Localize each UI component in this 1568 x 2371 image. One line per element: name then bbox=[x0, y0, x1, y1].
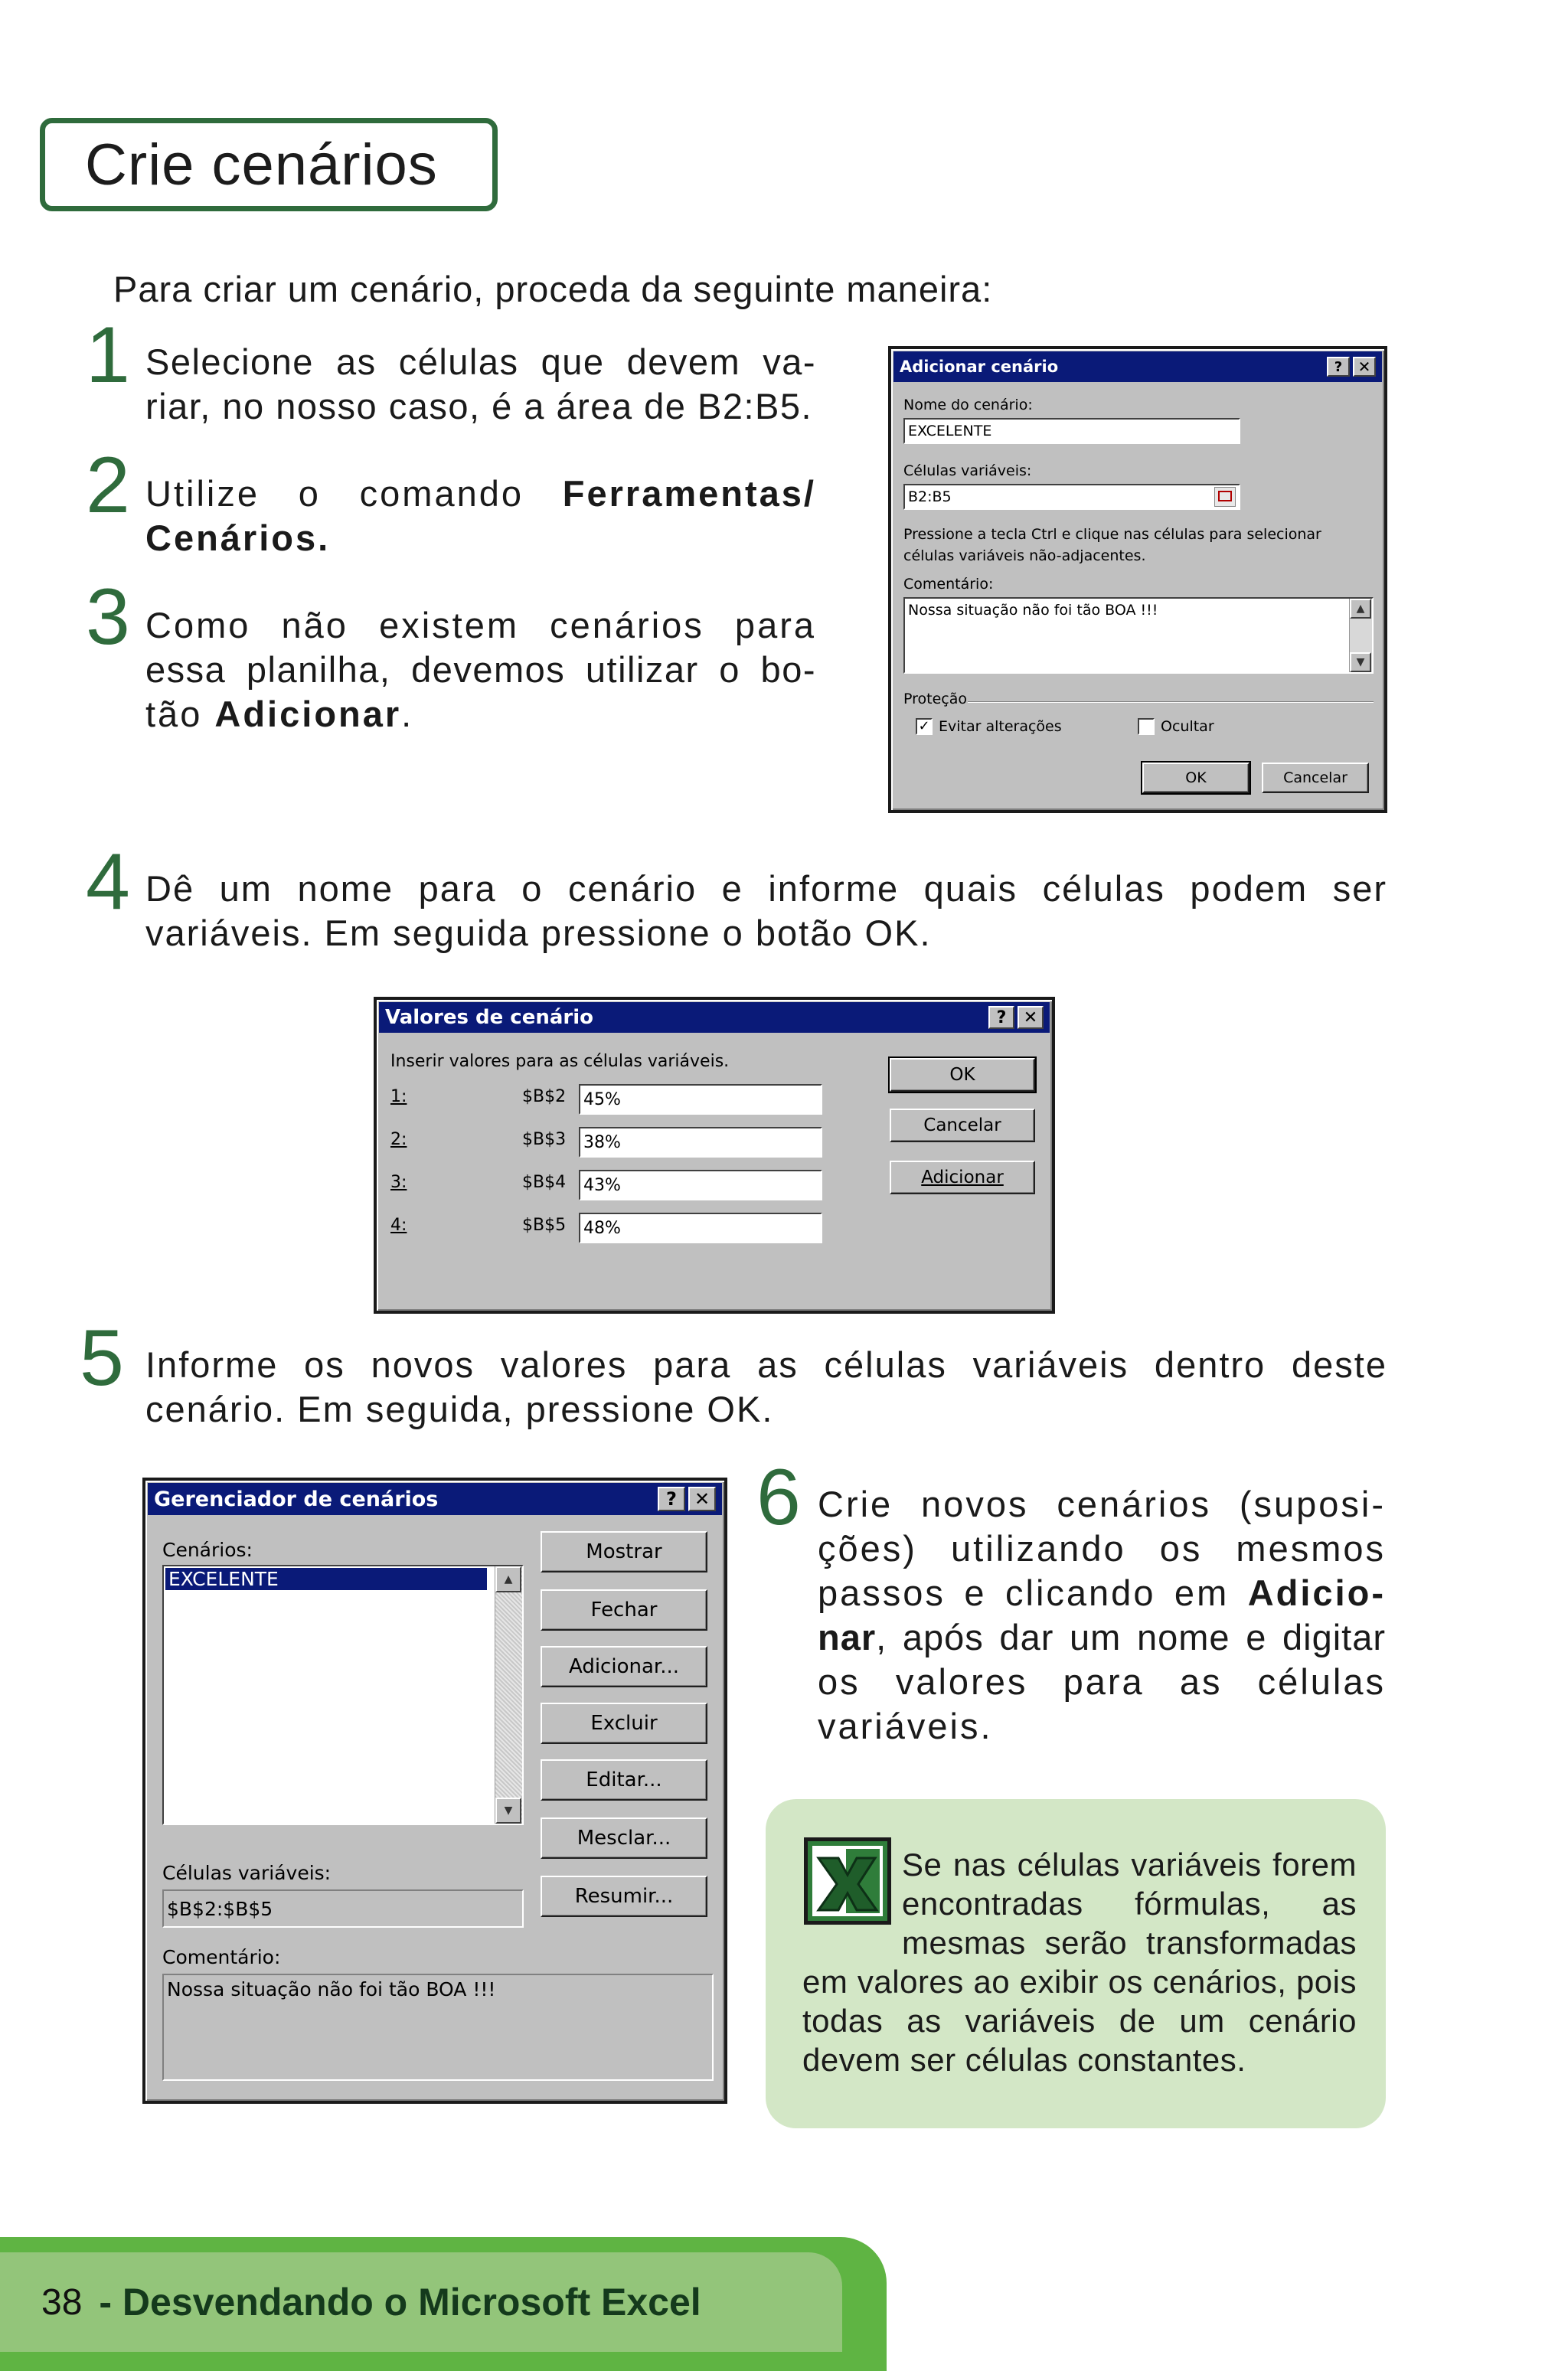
hide-checkbox[interactable] bbox=[1138, 718, 1155, 735]
tip-text bbox=[802, 1845, 1357, 2079]
scenarios-label: Cenários: bbox=[162, 1539, 253, 1561]
value-row-1-input[interactable]: 45% bbox=[579, 1084, 822, 1115]
value-row-3-index: 3: bbox=[390, 1173, 407, 1192]
scroll-down-icon[interactable]: ▼ bbox=[495, 1798, 521, 1824]
section-title: Crie cenários bbox=[85, 132, 438, 198]
prevent-changes-label: Evitar alterações bbox=[939, 718, 1062, 735]
manager-comment-value: Nossa situação não foi tão BOA !!! bbox=[162, 1974, 714, 2081]
scroll-up-icon[interactable]: ▲ bbox=[1350, 599, 1371, 619]
cancel-button[interactable]: Cancelar bbox=[1262, 763, 1369, 793]
hide-option[interactable] bbox=[1138, 718, 1214, 735]
step-1-line-2: riar, no nosso caso, é a área de B2:B5. bbox=[145, 386, 813, 426]
scenario-values-dialog bbox=[374, 997, 1055, 1314]
merge-button[interactable]: Mesclar... bbox=[541, 1817, 707, 1859]
manager-cells-value: $B$2:$B$5 bbox=[162, 1889, 524, 1928]
step-2-post: . bbox=[318, 518, 331, 558]
manager-comment-label: Comentário: bbox=[162, 1946, 281, 1968]
step-3-number: 3 bbox=[86, 573, 130, 661]
step-1-number: 1 bbox=[86, 311, 130, 400]
value-row-3-ref: $B$4 bbox=[522, 1173, 567, 1192]
add-scenario-dialog bbox=[888, 346, 1387, 813]
step-5-line-1: Informe os novos valores para as células variáveis dentro deste bbox=[145, 1344, 1387, 1385]
protection-label: Proteção bbox=[903, 691, 967, 707]
step-4-line-2: variáveis. Em seguida pressione o botão OK. bbox=[145, 913, 932, 953]
ctrl-hint bbox=[903, 524, 1321, 567]
step-2-number: 2 bbox=[86, 441, 130, 530]
summary-button[interactable]: Resumir... bbox=[541, 1876, 707, 1917]
step-6-line-3-pre: passos e clicando em bbox=[818, 1573, 1248, 1613]
comment-textarea[interactable] bbox=[903, 597, 1374, 674]
step-5-number: 5 bbox=[80, 1314, 124, 1403]
step-6-number: 6 bbox=[756, 1453, 801, 1542]
scenarios-scrollbar[interactable] bbox=[495, 1566, 522, 1824]
step-4-text bbox=[145, 867, 1387, 955]
step-4-number: 4 bbox=[86, 838, 130, 926]
step-4-line-1: Dê um nome para o cenário e informe quais células podem ser bbox=[145, 868, 1387, 909]
collapse-dialog-icon[interactable] bbox=[1214, 487, 1236, 507]
value-row-2-index: 2: bbox=[390, 1130, 407, 1149]
scenario-values-title: Valores de cenário bbox=[385, 1006, 593, 1029]
prevent-changes-option[interactable] bbox=[916, 718, 1062, 735]
help-button[interactable]: ? bbox=[1327, 357, 1350, 377]
step-6-line-2: ções) utilizando os mesmos bbox=[818, 1528, 1386, 1569]
step-6-text bbox=[818, 1482, 1386, 1749]
step-3-line-3-post: . bbox=[401, 694, 414, 734]
scenario-values-titlebar bbox=[379, 1002, 1050, 1033]
step-5-text bbox=[145, 1343, 1387, 1432]
ctrl-hint-line-2: células variáveis não-adjacentes. bbox=[903, 547, 1146, 564]
scenario-list-item[interactable]: EXCELENTE bbox=[165, 1568, 487, 1590]
step-6-line-3-bold: Adicio- bbox=[1247, 1573, 1386, 1613]
scroll-down-icon[interactable]: ▼ bbox=[1350, 652, 1371, 672]
value-row-2-input[interactable]: 38% bbox=[579, 1127, 822, 1158]
add-scenario-button[interactable]: Adicionar... bbox=[541, 1646, 707, 1687]
help-button[interactable]: ? bbox=[988, 1006, 1014, 1029]
comment-scrollbar[interactable] bbox=[1349, 599, 1372, 672]
step-2-bold-2: Cenários bbox=[145, 518, 318, 558]
tip-icon-spacer bbox=[802, 1845, 902, 1929]
show-button[interactable]: Mostrar bbox=[541, 1531, 707, 1573]
step-5-line-2: cenário. Em seguida, pressione OK. bbox=[145, 1389, 774, 1429]
footer-title: - Desvendando o Microsoft Excel bbox=[99, 2281, 701, 2324]
value-row-4-ref: $B$5 bbox=[522, 1216, 567, 1235]
value-row-4-input[interactable]: 48% bbox=[579, 1213, 822, 1243]
step-6-line-6: variáveis. bbox=[818, 1706, 993, 1746]
comment-label: Comentário: bbox=[903, 576, 994, 593]
step-6-line-4-post: , após dar um nome e digitar bbox=[876, 1617, 1386, 1657]
footer bbox=[0, 2252, 842, 2352]
step-3-line-1: Como não existem cenários para bbox=[145, 605, 816, 645]
step-3-line-2: essa planilha, devemos utilizar o bo- bbox=[145, 649, 816, 690]
hide-label: Ocultar bbox=[1161, 718, 1214, 735]
step-6-line-1: Crie novos cenários (suposi- bbox=[818, 1484, 1386, 1524]
scenarios-listbox[interactable] bbox=[162, 1565, 524, 1825]
step-6-line-4-bold: nar bbox=[818, 1617, 877, 1657]
changing-cells-label: Células variáveis: bbox=[903, 462, 1032, 479]
intro-text: Para criar um cenário, proceda da seguinte maneira: bbox=[113, 269, 993, 309]
step-3-line-3-pre: tão bbox=[145, 694, 215, 734]
scenario-manager-title: Gerenciador de cenários bbox=[154, 1487, 439, 1511]
page-number: 38 bbox=[41, 2281, 83, 2323]
delete-button[interactable]: Excluir bbox=[541, 1703, 707, 1744]
value-row-1-index: 1: bbox=[390, 1087, 407, 1106]
step-2-pre: Utilize o comando bbox=[145, 473, 563, 514]
comment-text: Nossa situação não foi tão BOA !!! bbox=[908, 602, 1158, 619]
values-instruction: Inserir valores para as células variáveis. bbox=[390, 1052, 730, 1071]
close-dialog-button[interactable]: Fechar bbox=[541, 1589, 707, 1631]
scenario-manager-titlebar bbox=[148, 1483, 722, 1515]
add-scenario-titlebar bbox=[893, 351, 1382, 382]
step-1-text bbox=[145, 340, 816, 429]
scenario-name-label: Nome do cenário: bbox=[903, 397, 1033, 413]
prevent-changes-checkbox[interactable]: ✓ bbox=[916, 718, 933, 735]
ctrl-hint-line-1: Pressione a tecla Ctrl e clique nas células para selecionar bbox=[903, 526, 1321, 543]
step-1-line-1: Selecione as células que devem va- bbox=[145, 341, 816, 382]
value-row-4-index: 4: bbox=[390, 1216, 407, 1235]
cancel-button[interactable]: Cancelar bbox=[890, 1109, 1035, 1142]
scenario-name-input[interactable]: EXCELENTE bbox=[903, 418, 1240, 444]
help-button[interactable]: ? bbox=[658, 1487, 685, 1511]
add-button[interactable]: Adicionar bbox=[890, 1161, 1035, 1194]
step-2-text bbox=[145, 472, 816, 560]
value-row-1-ref: $B$2 bbox=[522, 1087, 567, 1106]
section-title-box bbox=[40, 118, 498, 211]
step-6-line-5: os valores para as células bbox=[818, 1661, 1386, 1702]
edit-button[interactable]: Editar... bbox=[541, 1759, 707, 1801]
value-row-3-input[interactable]: 43% bbox=[579, 1170, 822, 1200]
add-scenario-title: Adicionar cenário bbox=[900, 358, 1059, 376]
close-button[interactable]: ✕ bbox=[1353, 357, 1376, 377]
step-3-line-3-bold: Adicionar bbox=[214, 694, 402, 734]
scroll-up-icon[interactable]: ▲ bbox=[495, 1566, 521, 1592]
ok-button[interactable]: OK bbox=[890, 1058, 1035, 1092]
step-3-text bbox=[145, 603, 816, 736]
tip-body: Se nas células variáveis forem encontradas fórmulas, as mesmas serão transformadas em valores ao exibir os cenários, pois todas as variáveis de um cenário devem ser células constantes. bbox=[802, 1847, 1357, 2078]
close-button[interactable]: ✕ bbox=[688, 1487, 716, 1511]
value-row-2-ref: $B$3 bbox=[522, 1130, 567, 1149]
ok-button[interactable]: OK bbox=[1142, 763, 1250, 793]
changing-cells-input[interactable]: B2:B5 bbox=[903, 484, 1240, 510]
scenario-manager-dialog bbox=[142, 1478, 727, 2104]
manager-cells-label: Células variáveis: bbox=[162, 1862, 332, 1884]
close-button[interactable]: ✕ bbox=[1018, 1006, 1044, 1029]
step-2-bold-1: Ferramentas/ bbox=[562, 473, 816, 514]
protection-divider bbox=[968, 701, 1374, 703]
